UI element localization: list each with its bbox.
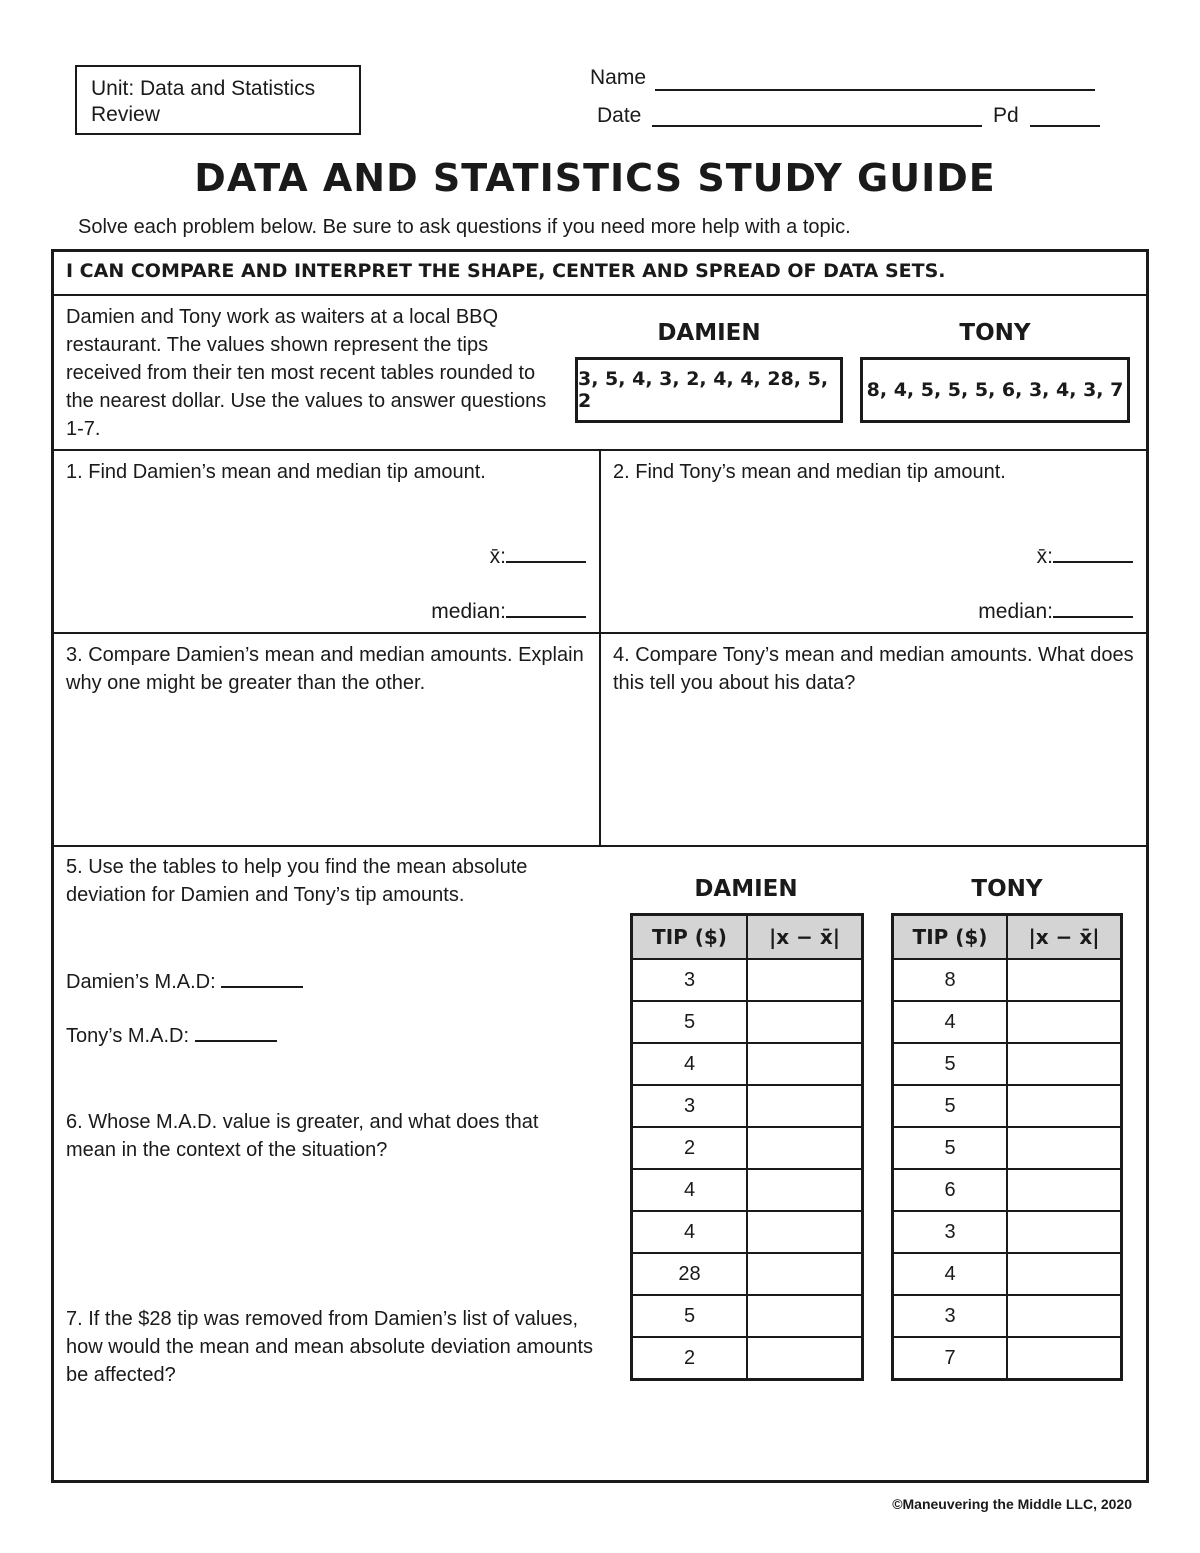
deviation-answer-cell[interactable] [1007,1295,1122,1337]
table-row [893,1127,1122,1169]
median-label: median: [431,600,506,623]
tony-mean-answer[interactable] [1053,561,1133,563]
intro-text: Damien and Tony work as waiters at a local BBQ restaurant. The values shown represent the tips received from their ten most recent tables rounded to the nearest dollar. Use the values to answer questions 1-7. [66,306,547,440]
damien-median-row [300,600,586,624]
tony-mad-answer[interactable] [195,1040,277,1042]
tip-column-header: TIP ($) [632,915,748,960]
table-row [632,1085,863,1127]
question-6: 6. Whose M.A.D. value is greater, and what does that mean in the context of the situation? [66,1111,539,1161]
name-field[interactable] [655,89,1095,91]
question-2: 2. Find Tony’s mean and median tip amount. [613,461,1006,483]
question-7: 7. If the $28 tip was removed from Damien’s list of values, how would the mean and mean absolute deviation amounts be affected? [66,1308,594,1386]
tip-cell: 3 [632,1085,748,1127]
damien-table-label: DAMIEN [694,876,798,902]
tony-table-label: TONY [971,876,1043,902]
divider [51,294,1149,296]
table-row [893,1253,1122,1295]
copyright-footer: ©Maneuvering the Middle LLC, 2020 [892,1496,1132,1512]
table-row [893,1043,1122,1085]
tip-cell: 2 [632,1337,748,1380]
deviation-answer-cell[interactable] [747,959,863,1001]
tip-cell: 28 [632,1253,748,1295]
tip-cell: 5 [893,1127,1008,1169]
instructions: Solve each problem below. Be sure to ask questions if you need more help with a topic. [78,216,851,238]
table-row [893,1169,1122,1211]
tip-cell: 3 [893,1295,1008,1337]
table-row [893,1085,1122,1127]
deviation-answer-cell[interactable] [747,1043,863,1085]
deviation-answer-cell[interactable] [747,1127,863,1169]
tip-cell: 7 [893,1337,1008,1380]
question-4: 4. Compare Tony’s mean and median amounts. What does this tell you about his data? [613,644,1134,694]
tip-cell: 4 [632,1211,748,1253]
damien-values-label: DAMIEN [657,320,761,346]
deviation-answer-cell[interactable] [747,1001,863,1043]
table-row [632,1169,863,1211]
period-label: Pd [993,104,1019,127]
deviation-answer-cell[interactable] [1007,1337,1122,1380]
tip-cell: 5 [893,1085,1008,1127]
tip-cell: 8 [893,959,1008,1001]
page-title: DATA AND STATISTICS STUDY GUIDE [194,156,996,200]
column-divider [599,449,601,846]
damien-mad-answer[interactable] [221,986,303,988]
deviation-column-header: |x − x̄| [747,915,863,960]
unit-label-box [75,65,361,135]
table-row [893,1295,1122,1337]
deviation-answer-cell[interactable] [747,1085,863,1127]
question-3: 3. Compare Damien’s mean and median amounts. Explain why one might be greater than the other. [66,644,584,694]
table-row [632,1001,863,1043]
table-row [632,1337,863,1380]
deviation-answer-cell[interactable] [747,1337,863,1380]
question-1: 1. Find Damien’s mean and median tip amount. [66,461,486,483]
mean-label: x̄: [489,545,506,568]
tony-tip-table [891,913,1123,1381]
tony-mean-row [847,545,1133,569]
tony-values-box [860,357,1130,423]
table-row [893,959,1122,1001]
tip-cell: 5 [632,1001,748,1043]
damien-median-answer[interactable] [506,616,586,618]
damien-mad-row [66,968,303,996]
period-field[interactable] [1030,125,1100,127]
damien-mean-row [300,545,586,569]
tony-mad-row [66,1022,277,1050]
tony-median-answer[interactable] [1053,616,1133,618]
damien-mean-answer[interactable] [506,561,586,563]
unit-label-line1: Unit: Data and Statistics [91,77,316,100]
tony-values-label: TONY [959,320,1031,346]
table-row [632,959,863,1001]
table-row [632,1043,863,1085]
table-row [632,1211,863,1253]
unit-label-line2: Review [91,103,160,126]
table-row [632,1127,863,1169]
table-row [893,1337,1122,1380]
table-row [632,1295,863,1337]
deviation-answer-cell[interactable] [1007,1085,1122,1127]
damien-mad-label: Damien’s M.A.D: [66,971,216,993]
date-field[interactable] [652,125,982,127]
tip-cell: 3 [893,1211,1008,1253]
damien-tip-table [630,913,864,1381]
question-5: 5. Use the tables to help you find the mean absolute deviation for Damien and Tony’s tip amounts. [66,856,528,906]
learning-target-banner: I CAN COMPARE AND INTERPRET THE SHAPE, CENTER AND SPREAD OF DATA SETS. [66,260,946,282]
tip-cell: 4 [632,1169,748,1211]
tony-median-row [847,600,1133,624]
deviation-answer-cell[interactable] [1007,1211,1122,1253]
table-row [893,1211,1122,1253]
tip-cell: 5 [893,1043,1008,1085]
deviation-answer-cell[interactable] [747,1169,863,1211]
damien-values: 3, 5, 4, 3, 2, 4, 4, 28, 5, 2 [578,368,829,412]
tip-cell: 6 [893,1169,1008,1211]
deviation-column-header: |x − x̄| [1007,915,1122,960]
deviation-answer-cell[interactable] [1007,959,1122,1001]
deviation-answer-cell[interactable] [1007,1253,1122,1295]
name-label: Name [590,66,647,89]
median-label: median: [978,600,1053,623]
mean-label: x̄: [1036,545,1053,568]
tip-cell: 3 [632,959,748,1001]
tip-cell: 5 [632,1295,748,1337]
deviation-answer-cell[interactable] [1007,1169,1122,1211]
tip-cell: 4 [893,1253,1008,1295]
deviation-answer-cell[interactable] [1007,1001,1122,1043]
table-row [893,1001,1122,1043]
damien-values-box [575,357,843,423]
tip-cell: 4 [893,1001,1008,1043]
tony-mad-label: Tony’s M.A.D: [66,1025,189,1047]
deviation-answer-cell[interactable] [1007,1043,1122,1085]
deviation-answer-cell[interactable] [747,1253,863,1295]
tony-values: 8, 4, 5, 5, 5, 6, 3, 4, 3, 7 [866,379,1124,401]
table-row [632,1253,863,1295]
deviation-answer-cell[interactable] [747,1295,863,1337]
deviation-answer-cell[interactable] [1007,1127,1122,1169]
tip-cell: 2 [632,1127,748,1169]
deviation-answer-cell[interactable] [747,1211,863,1253]
tip-cell: 4 [632,1043,748,1085]
tip-column-header: TIP ($) [893,915,1008,960]
date-label: Date [597,104,642,127]
